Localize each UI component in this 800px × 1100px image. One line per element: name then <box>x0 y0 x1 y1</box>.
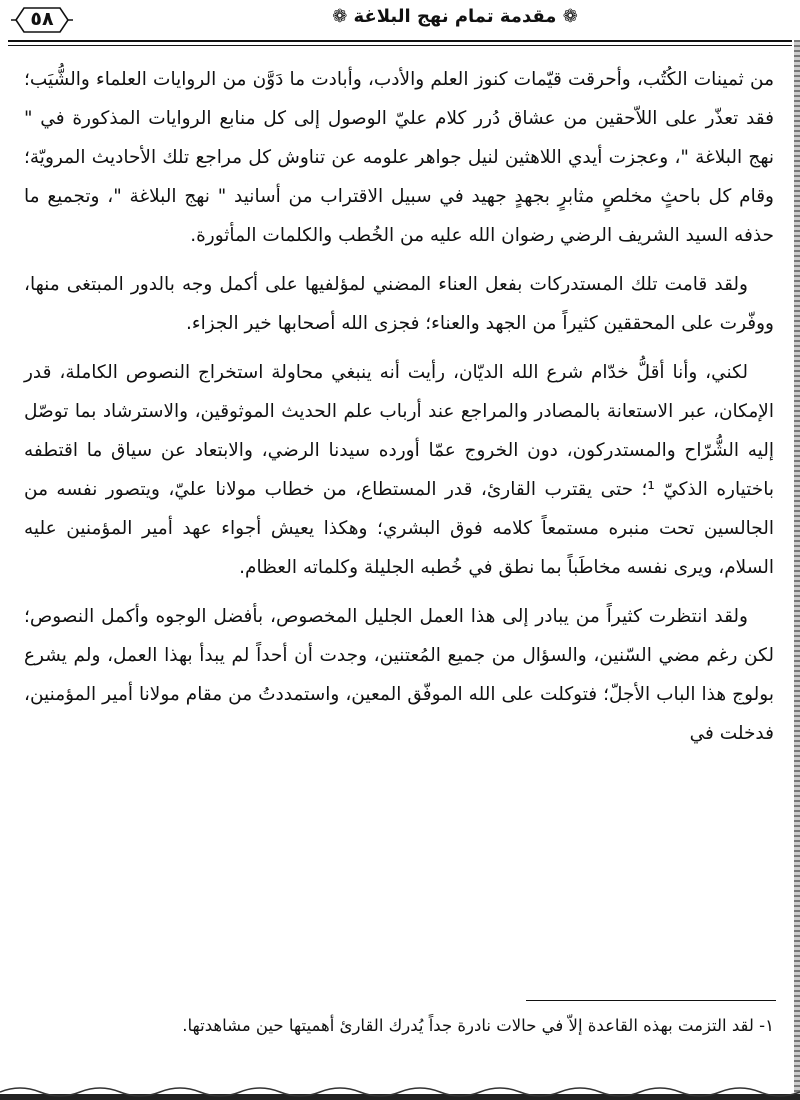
header-rule-thin <box>8 45 792 46</box>
page-header <box>0 0 800 44</box>
header-rule <box>8 40 792 42</box>
page-number: ٥٨ <box>30 8 54 30</box>
paragraph: ولقد قامت تلك المستدركات بفعل العناء المضني لمؤلفيها على أكمل وجه بالدور المبتغى منها، ووفّرت على المحققين كثيراً من الجهد والعناء؛ فجزى الله أصحابها خير الجزاء. <box>24 274 774 334</box>
footnote-separator <box>526 1000 776 1001</box>
paragraph: من ثمينات الكُتُب، وأحرقت قيّمات كنوز العلم والأدب، وأبادت ما دَوَّن من الروايات العلماء والشُّيَب؛ فقد تعذّر على اللاّحقين من عشاق دُرر كلام عليّ الوصول إلى كل منابع الروايات المذكورة في " نهج البلاغة "، وعجزت أيدي اللاهثين لنيل جواهر علومه عن تناوش كل مراجع تلك الأحاديث المرويّة؛ وقام كل باحثٍ مخلصٍ مثابرٍ بجهدٍ جهيد في سبيل الاقتراب من أسانيد " نهج البلاغة "، وتجميع ما حذفه السيد الشريف الرضي رضوان الله عليه من الخُطب والكلمات المأثورة. <box>24 69 774 246</box>
paragraph: ولقد انتظرت كثيراً من يبادر إلى هذا العمل الجليل المخصوص، بأفضل الوجوه وأكمل النصوص؛ لكن رغم مضي السّنين، والسؤال من جميع المُعتنين، وجدت أن أحداً لم يبدأ بهذا العمل، ولم يشرع بولوج هذا الباب الأجلّ؛ فتوكلت على الله الموفّق المعين، واستمددتُ من مقام مولانا أمير المؤمنين، فدخلت في <box>24 606 774 744</box>
footnote <box>24 1010 774 1041</box>
footnote-text: ١- لقد التزمت بهذه القاعدة إلاّ في حالات نادرة جداً يُدرك القارئ أهميتها حين مشاهدتها. <box>182 1016 774 1035</box>
page-number-ornament <box>10 5 74 35</box>
decorative-border-icon <box>0 1084 800 1100</box>
running-title: ❁ مقدمة تمام نهج البلاغة ❁ <box>332 6 578 27</box>
paragraph: لكني، وأنا أقلُّ خدّام شرع الله الديّان، رأيت أنه ينبغي محاولة استخراج النصوص الكاملة، قدر الإمكان، عبر الاستعانة بالمصادر والمراجع عند أرباب علم الحديث الموثوقين، والاسترشاد بما توصّل إليه الشُّرّاح والمستدركون، دون الخروج عمّا أورده سيدنا الرضي، والابتعاد عن سياق ما اقتطفه باختياره الذكيّ ¹؛ حتى يقترب القارئ، قدر المستطاع، من خطاب مولانا عليّ، ويتصور نفسه من الجالسين تحت منبره مستمعاً كلامه فوق البشري؛ وهكذا يعيش أجواء عهد أمير المؤمنين عليه السلام، ويرى نفسه مخاطَباً بما نطق في خُطبه الجليلة وكلماته العظام. <box>24 362 774 578</box>
body-text <box>24 60 774 763</box>
page-edge-shadow <box>794 40 800 1100</box>
